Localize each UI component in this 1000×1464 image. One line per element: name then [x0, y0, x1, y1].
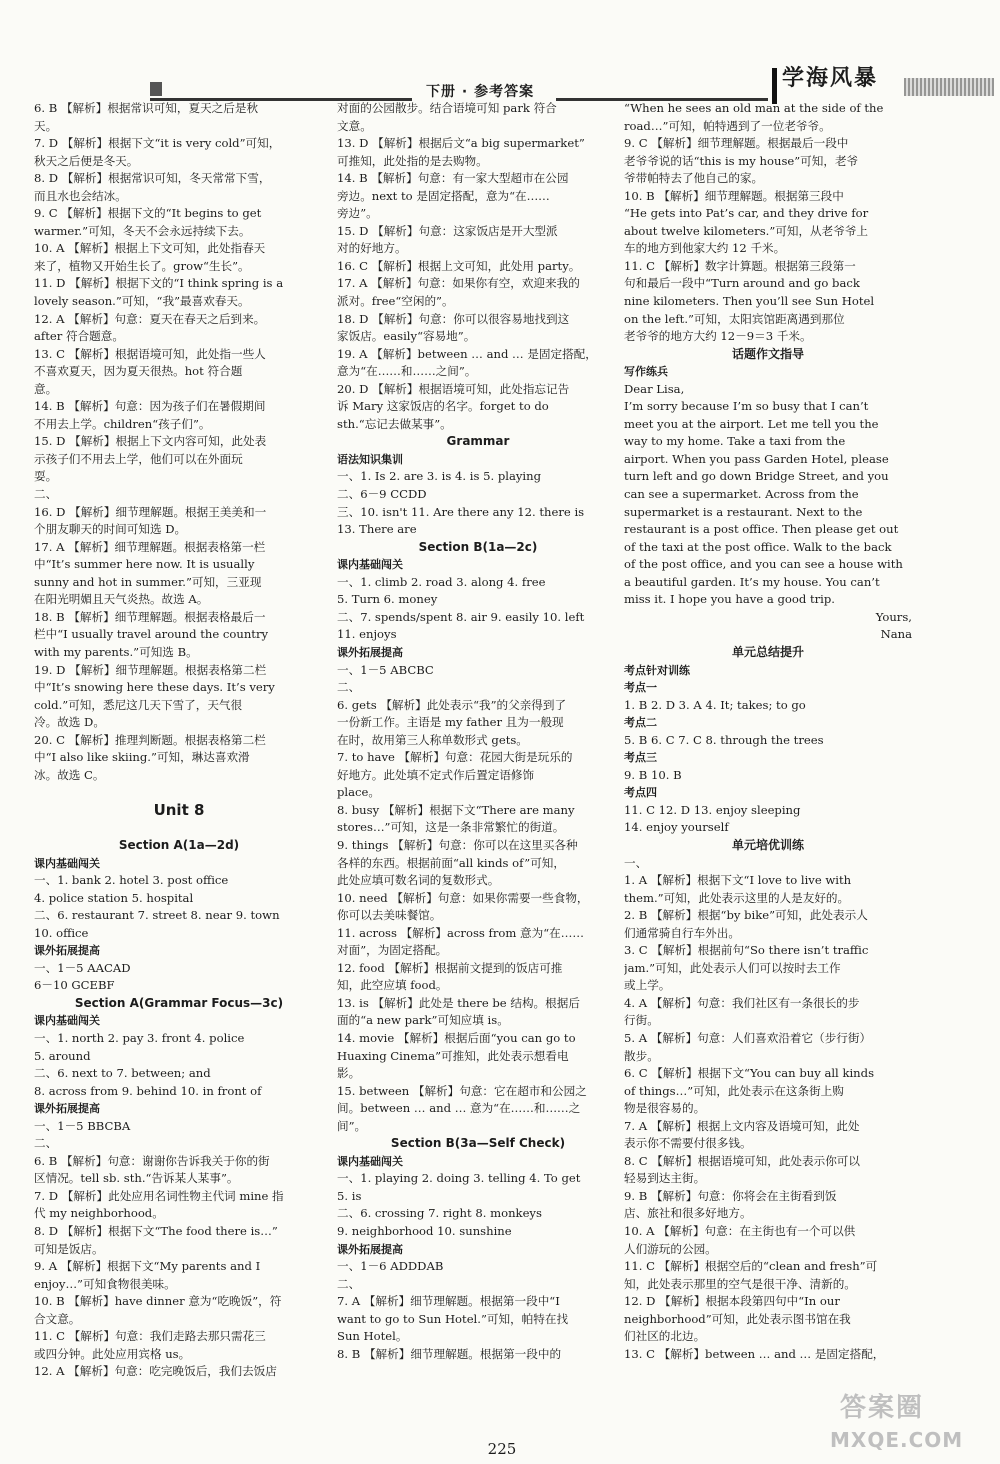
- answer-line: 轻易到达主街。: [624, 1171, 706, 1186]
- answer-line: place。: [337, 785, 380, 800]
- answer-line: 7. D 【解析】此处应用名词性物主代词 mine 指: [34, 1188, 284, 1203]
- answer-line: I’m sorry because I’m so busy that I can’t: [624, 399, 869, 414]
- answer-line: 可推知，此处指的是去购物。: [337, 153, 488, 168]
- subsection-heading: 考点一: [624, 681, 657, 695]
- answer-line: 一、: [624, 855, 648, 870]
- section-heading: Section A(1a—2d): [118, 837, 240, 852]
- page-number: 225: [487, 1440, 517, 1458]
- answer-line: 14. B 【解析】句意：因为孩子们在暑假期间: [34, 399, 266, 414]
- answer-line: enjoy…”可知食物很美味。: [34, 1276, 176, 1291]
- answer-line: 二、6－9 CCDD: [337, 487, 427, 502]
- subsection-heading: 课外拓展提高: [337, 1242, 403, 1256]
- answer-line: 6. B 【解析】句意：谢谢你告诉我关于你的街: [34, 1153, 270, 1168]
- answer-line: 5. Turn 6. money: [337, 592, 438, 607]
- unit-heading: Unit 8: [153, 801, 205, 819]
- answer-line: 一、1－5 AACAD: [34, 960, 131, 975]
- answer-line: 示孩子们不用去上学，他们可以在外面玩: [34, 451, 243, 466]
- answer-line: 家饭店。easily“容易地”。: [337, 329, 476, 344]
- section-heading: 单元培优训练: [731, 837, 804, 852]
- subsection-heading: 考点二: [624, 716, 657, 730]
- answer-line: 9. A 【解析】根据下文“My parents and I: [34, 1259, 261, 1274]
- answer-line: 句和最后一段中“Turn around and go back: [624, 276, 860, 291]
- answer-line: 11. across 【解析】across from 意为“在……: [337, 925, 584, 940]
- answer-line: 不喜欢夏天，因为夏天很热。hot 符合题: [34, 364, 243, 379]
- answer-line: 8. D 【解析】根据常识可知，冬天常常下雪，: [34, 171, 271, 186]
- answer-line: 店、旅社和很多好地方。: [624, 1206, 752, 1221]
- watermark-url: MXQE.COM: [830, 1428, 964, 1452]
- answer-line: 19. A 【解析】between … and … 是固定搭配，: [337, 346, 597, 361]
- answer-line: 二、7. spends/spent 8. air 9. easily 10. left: [337, 609, 585, 624]
- answer-line: 7. A 【解析】根据上文内容及语境可知，此处: [624, 1118, 860, 1133]
- header-title: 下册 · 参考答案: [426, 84, 535, 100]
- answer-line: 三、10. isn't 11. Are there any 12. there is: [337, 504, 585, 519]
- answer-line: 12. A 【解析】句意：夏天在春天之后到来。: [34, 311, 266, 326]
- section-heading: Section B(3a—Self Check): [390, 1136, 566, 1151]
- answer-line: 6. gets 【解析】此处表示“我”的父亲得到了: [337, 697, 567, 712]
- answer-line: 个朋友聊天的时间可知选 D。: [34, 522, 187, 537]
- subsection-heading: 课内基础闯关: [34, 856, 100, 870]
- answer-line: 5. B 6. C 7. C 8. through the trees: [624, 732, 824, 747]
- answer-line: after 符合题意。: [34, 329, 124, 344]
- answer-line: supermarket is a restaurant. Next to the: [624, 504, 863, 519]
- answer-line: 12. D 【解析】根据本段第四句中“In our: [624, 1294, 840, 1309]
- answer-line: 人们游玩的公园。: [624, 1241, 717, 1256]
- answer-line: 派对。free“空闲的”。: [337, 294, 454, 309]
- answer-line: 诉 Mary 这家饭店的名字。forget to do: [337, 399, 549, 414]
- header-marker: [150, 82, 162, 96]
- subsection-heading: 写作练兵: [624, 365, 668, 379]
- answer-line: 12. food 【解析】根据前文提到的饭店可推: [337, 960, 563, 975]
- answer-line: of things…”可知，此处表示在这条街上购: [624, 1083, 844, 1098]
- answer-line: 12. A 【解析】句意：吃完晚饭后，我们去饭店: [34, 1364, 277, 1379]
- answer-line: road…”可知，帕特遇到了一位老爷爷。: [624, 118, 831, 133]
- section-heading: Section B(1a—2c): [418, 539, 538, 554]
- answer-line: sth.“忘记去做某事”。: [337, 416, 452, 431]
- answer-line: 冷。故选 D。: [34, 715, 105, 730]
- answer-line: 或四分钟。此处应用宾格 us。: [34, 1346, 191, 1361]
- watermark-text: 答案圈: [840, 1393, 925, 1423]
- answer-line: nine kilometers. Then you’ll see Sun Hotel: [624, 294, 875, 309]
- section-heading: Section A(Grammar Focus—3c): [74, 995, 284, 1010]
- watermark: [820, 1393, 990, 1460]
- answer-line: 一、1. north 2. pay 3. front 4. police: [34, 1030, 245, 1045]
- answer-line: 7. D 【解析】根据下文“it is very cold”可知，: [34, 136, 281, 151]
- answer-line: 天。: [34, 118, 58, 133]
- subsection-heading: 课内基础闯关: [337, 1154, 403, 1168]
- answer-line: 们社区的北边。: [624, 1329, 706, 1344]
- answer-line: 文意。: [337, 118, 372, 133]
- answer-line: 8. C 【解析】根据语境可知，此处表示你可以: [624, 1153, 860, 1168]
- answer-line: 8. busy 【解析】根据下文“There are many: [337, 802, 575, 817]
- answer-line: turn left and go down Bridge Street, and you: [624, 469, 889, 484]
- answer-line: about twelve kilometers.”可知，从老爷爷上: [624, 223, 869, 238]
- answer-line: 18. D 【解析】句意：你可以很容易地找到这: [337, 311, 570, 326]
- answer-line: 表示你不需要付很多钱。: [624, 1136, 752, 1151]
- answer-line: 13. C 【解析】between … and … 是固定搭配，: [624, 1346, 885, 1361]
- answer-line: 二、: [34, 487, 58, 502]
- answer-line: 8. D 【解析】根据下文“The food there is…”: [34, 1224, 278, 1238]
- answer-line: 8. B 【解析】细节理解题。根据第一段中的: [337, 1346, 562, 1361]
- answer-line: 中“I also like skiing.”可知，琳达喜欢滑: [34, 750, 250, 765]
- signature-line: Yours,: [875, 609, 912, 624]
- answer-line: 一、1. playing 2. doing 3. telling 4. To get: [337, 1171, 581, 1186]
- answer-line: 对的好地方。: [337, 241, 407, 256]
- answer-line: jam.”可知，此处表示人们可以按时去工作: [624, 960, 841, 975]
- answer-line: 一、1. climb 2. road 3. along 4. free: [337, 574, 546, 589]
- answer-line: 旁边。next to 是固定搭配，意为“在……: [337, 188, 550, 203]
- answer-line: 13. C 【解析】根据语境可知，此处指一些人: [34, 346, 266, 361]
- answer-line: 5. A 【解析】句意：人们喜欢沿着它（步行街）: [624, 1030, 872, 1045]
- section-heading: 单元总结提升: [731, 644, 804, 659]
- column-left: [34, 100, 324, 1381]
- answer-line: 11. C 【解析】数字计算题。根据第三段第一: [624, 258, 856, 273]
- answer-line: with my parents.”可知选 B。: [34, 644, 198, 659]
- answer-line: 20. C 【解析】推理判断题。根据表格第二栏: [34, 732, 266, 747]
- answer-line: 你可以去美味餐馆。: [337, 908, 442, 923]
- answer-line: 15. D 【解析】句意：这家饭店是开大型派: [337, 223, 558, 238]
- answer-line: meet you at the airport. Let me tell you the: [624, 416, 879, 431]
- section-heading: 话题作文指导: [731, 346, 804, 361]
- answer-line: 二、: [337, 1276, 361, 1291]
- answer-line: 一份新工作。主语是 my father 且为一般现: [337, 715, 564, 730]
- answer-line: 们通常骑自行车外出。: [624, 925, 740, 940]
- answer-line: 10. office: [34, 925, 89, 940]
- spacer: [34, 784, 324, 802]
- answer-line: 二、6. next to 7. between; and: [34, 1066, 211, 1081]
- answer-line: on the left.”可知，太阳宾馆距离遇到那位: [624, 311, 845, 326]
- answer-line: 2. B 【解析】根据“by bike”可知，此处表示人: [624, 908, 868, 923]
- answer-line: 间。between … and … 意为“在……和……之: [337, 1101, 581, 1116]
- answer-line: 9. C 【解析】细节理解题。根据最后一段中: [624, 136, 849, 151]
- answer-line: 散步。: [624, 1048, 659, 1063]
- answer-line: 9. B 10. B: [624, 767, 682, 782]
- answer-line: 而且水也会结冰。: [34, 188, 127, 203]
- answer-line: them.”可知，此处表示这里的人是友好的。: [624, 890, 850, 905]
- answer-line: 13. D 【解析】根据后文“a big supermarket”: [337, 136, 585, 151]
- answer-line: 14. B 【解析】句意：有一家大型超市在公园: [337, 171, 569, 186]
- subsection-heading: 课内基础闯关: [337, 558, 403, 572]
- answer-line: 11. C 【解析】句意：我们走路去那只需花三: [34, 1329, 266, 1344]
- answer-line: sunny and hot in summer.”可知，三亚现: [34, 574, 262, 589]
- answer-line: 10. A 【解析】根据上下文可知，此处指春天: [34, 241, 266, 256]
- answer-line: 二、6. crossing 7. right 8. monkeys: [337, 1206, 542, 1221]
- column-middle: [337, 100, 619, 1363]
- answer-line: 9. neighborhood 10. sunshine: [337, 1224, 512, 1238]
- answer-line: 11. D 【解析】根据下文的“I think spring is a: [34, 276, 284, 291]
- answer-line: 15. D 【解析】根据上下文内容可知，此处表: [34, 434, 267, 449]
- answer-line: 11. C 【解析】根据空后的“clean and fresh”可: [624, 1259, 878, 1274]
- answer-line: Dear Lisa,: [624, 381, 685, 396]
- answer-line: 行街。: [624, 1013, 659, 1028]
- answer-line: 爷带帕特去了他自己的家。: [624, 171, 764, 186]
- answer-line: 老爷爷的地方大约 12－9＝3 千米。: [624, 329, 812, 344]
- answer-line: 6－10 GCEBF: [34, 978, 115, 993]
- answer-line: 在时，故用第三人称单数形式 gets。: [337, 732, 528, 747]
- answer-line: 知，此空应填 food。: [337, 978, 448, 993]
- answer-line: of the post office, and you can see a house with: [624, 557, 903, 572]
- answer-line: 二、: [337, 680, 361, 695]
- answer-line: 17. A 【解析】细节理解题。根据表格第一栏: [34, 539, 266, 554]
- subsection-heading: 语法知识集训: [337, 452, 403, 466]
- answer-line: 可知是饭店。: [34, 1241, 104, 1256]
- answer-line: 9. B 【解析】句意：你将会在主街看到饭: [624, 1188, 837, 1203]
- answer-line: 意为“在……和……之间”。: [337, 364, 477, 379]
- subsection-heading: 课外拓展提高: [34, 944, 100, 958]
- answer-line: 10. need 【解析】句意：如果你需要一些食物，: [337, 890, 589, 905]
- answer-line: 10. B 【解析】细节理解题。根据第三段中: [624, 188, 844, 203]
- answer-line: 7. A 【解析】细节理解题。根据第一段中“I: [337, 1294, 560, 1309]
- answer-line: miss it. I hope you have a good trip.: [624, 592, 835, 607]
- answer-line: airport. When you pass Garden Hotel, please: [624, 451, 889, 466]
- answer-line: 11. C 12. D 13. enjoy sleeping: [624, 802, 801, 817]
- answer-line: 栏中“I usually travel around the country: [34, 627, 269, 642]
- answer-line: 合文意。: [34, 1311, 81, 1326]
- answer-line: 此处应填可数名词的复数形式。: [337, 873, 500, 888]
- answer-line: 14. enjoy yourself: [624, 820, 729, 835]
- answer-line: way to my home. Take a taxi from the: [624, 434, 846, 449]
- answer-line: 7. to have 【解析】句意：花园大街是玩乐的: [337, 750, 573, 765]
- answer-line: 8. across from 9. behind 10. in front of: [34, 1083, 262, 1098]
- answer-line: 二、: [34, 1136, 58, 1151]
- answer-line: 15. between 【解析】句意：它在超市和公园之: [337, 1083, 587, 1098]
- subsection-heading: 考点针对训练: [624, 663, 690, 677]
- answer-line: 6. B 【解析】根据常识可知，夏天之后是秋: [34, 101, 259, 115]
- answer-line: 秋天之后便是冬天。: [34, 153, 139, 168]
- subsection-heading: 考点四: [624, 786, 657, 800]
- answer-line: 冰。故选 C。: [34, 767, 105, 782]
- subsection-heading: 课内基础闯关: [34, 1014, 100, 1028]
- answer-line: 16. C 【解析】根据上文可知，此处用 party。: [337, 258, 581, 273]
- subsection-heading: 考点三: [624, 751, 657, 765]
- answer-line: 好地方。此处填不定式作后置定语修饰: [337, 767, 535, 782]
- answer-line: restaurant is a post office. Then please get out: [624, 522, 899, 537]
- answer-line: 10. B 【解析】have dinner 意为“吃晚饭”，符: [34, 1294, 282, 1309]
- answer-line: 二、6. restaurant 7. street 8. near 9. town: [34, 908, 280, 923]
- answer-line: neighborhood”可知，此处表示图书馆在我: [624, 1311, 851, 1326]
- answer-line: 旁边”。: [337, 206, 378, 221]
- answer-line: 车的地方到他家大约 12 千米。: [624, 241, 786, 256]
- answer-line: 3. C 【解析】根据前句“So there isn’t traffic: [624, 943, 869, 958]
- answer-line: 9. things 【解析】句意：你可以在这里买各种: [337, 837, 578, 852]
- answer-line: 面的“a new park”可知应填 is。: [337, 1013, 509, 1028]
- answer-line: 1. B 2. D 3. A 4. It; takes; to go: [624, 697, 806, 712]
- answer-line: 耍。: [34, 469, 58, 484]
- answer-line: 4. police station 5. hospital: [34, 890, 194, 905]
- answer-line: “He gets into Pat’s car, and they drive for: [624, 206, 869, 221]
- answer-line: 18. B 【解析】细节理解题。根据表格最后一: [34, 609, 266, 624]
- answer-line: 或上学。: [624, 978, 671, 993]
- answer-line: Sun Hotel。: [337, 1329, 408, 1344]
- answer-line: 中“It’s summer here now. It is usually: [34, 557, 255, 572]
- answer-line: 各样的东西。根据前面“all kinds of”可知，: [337, 855, 565, 870]
- column-right: [624, 100, 912, 1363]
- subsection-heading: 课外拓展提高: [34, 1102, 100, 1116]
- answer-line: cold.”可知，悉尼这几天下雪了，天气很: [34, 697, 243, 712]
- answer-line: can see a supermarket. Across from the: [624, 487, 859, 502]
- answer-line: stores…”可知，这是一条非常繁忙的街道。: [337, 820, 565, 835]
- answer-line: warmer.”可知，冬天不会永远持续下去。: [34, 223, 251, 238]
- subsection-heading: 课外拓展提高: [337, 645, 403, 659]
- answer-line: 一、1－6 ADDDAB: [337, 1259, 444, 1274]
- answer-line: 在阳光明媚且天气炎热。故选 A。: [34, 592, 209, 607]
- answer-line: 一、1. bank 2. hotel 3. post office: [34, 873, 229, 888]
- signature-line: Nana: [880, 627, 912, 642]
- answer-line: 物是很容易的。: [624, 1101, 706, 1116]
- answer-line: 一、1－5 ABCBC: [337, 662, 434, 677]
- answer-line: 11. enjoys: [337, 627, 397, 642]
- answer-line: 13. There are: [337, 522, 417, 537]
- answer-line: 10. A 【解析】句意：在主街也有一个可以供: [624, 1224, 856, 1238]
- answer-line: of the taxi at the post office. Walk to the back: [624, 539, 892, 554]
- answer-line: want to go to Sun Hotel.”可知，帕特在找: [337, 1311, 569, 1326]
- answer-line: 知，此处表示那里的空气是很干净、清新的。: [624, 1276, 856, 1291]
- answer-line: 4. A 【解析】句意：我们社区有一条很长的步: [624, 995, 860, 1010]
- answer-line: 20. D 【解析】根据语境可知，此处指忘记告: [337, 381, 570, 396]
- answer-line: 16. D 【解析】细节理解题。根据王美美和一: [34, 504, 267, 519]
- answer-line: 影。: [337, 1066, 361, 1081]
- answer-line: 5. around: [34, 1048, 91, 1063]
- answer-line: 6. C 【解析】根据下文“You can buy all kinds: [624, 1066, 875, 1081]
- section-heading: Grammar: [446, 434, 510, 449]
- answer-line: 13. is 【解析】此处是 there be 结构。根据后: [337, 995, 580, 1010]
- answer-line: 间”。: [337, 1118, 367, 1133]
- answer-line: 对面”，为固定搭配。: [337, 943, 448, 958]
- answer-line: 来了，植物又开始生长了。grow“生长”。: [34, 258, 250, 273]
- answer-line: 一、1. Is 2. are 3. is 4. is 5. playing: [337, 469, 542, 484]
- answer-line: “When he sees an old man at the side of the: [624, 101, 884, 115]
- header-divider: [772, 68, 777, 104]
- answer-line: 中“It’s snowing here these days. It’s very: [34, 680, 275, 695]
- answer-line: 5. is: [337, 1188, 362, 1203]
- answer-line: 代 my neighborhood。: [34, 1206, 164, 1221]
- brand-name: 学海风暴: [782, 66, 879, 91]
- answer-line: lovely season.”可知，“我”最喜欢春天。: [34, 294, 250, 309]
- answer-line: 意。: [34, 381, 58, 396]
- answer-line: 对面的公园散步。结合语境可知 park 符合: [337, 101, 557, 115]
- spacer: [34, 819, 324, 837]
- header-pattern: [904, 78, 994, 96]
- answer-line: 1. A 【解析】根据下文“I love to live with: [624, 873, 852, 888]
- answer-line: 老爷爷说的话“this is my house”可知，老爷: [624, 153, 859, 168]
- answer-line: 一、1－5 BBCBA: [34, 1118, 131, 1133]
- answer-line: a beautiful garden. It’s my house. You can’t: [624, 574, 880, 589]
- answer-line: Huaxing Cinema”可推知，此处表示想看电: [337, 1048, 569, 1063]
- answer-line: 9. C 【解析】根据下文的“It begins to get: [34, 206, 262, 221]
- answer-line: 不用去上学。children“孩子们”。: [34, 416, 211, 431]
- answer-line: 17. A 【解析】句意：如果你有空，欢迎来我的: [337, 276, 580, 291]
- answer-line: 19. D 【解析】细节理解题。根据表格第二栏: [34, 662, 267, 677]
- answer-line: 14. movie 【解析】根据后面“you can go to: [337, 1030, 576, 1045]
- answer-line: 区情况。tell sb. sth.“告诉某人某事”。: [34, 1171, 239, 1186]
